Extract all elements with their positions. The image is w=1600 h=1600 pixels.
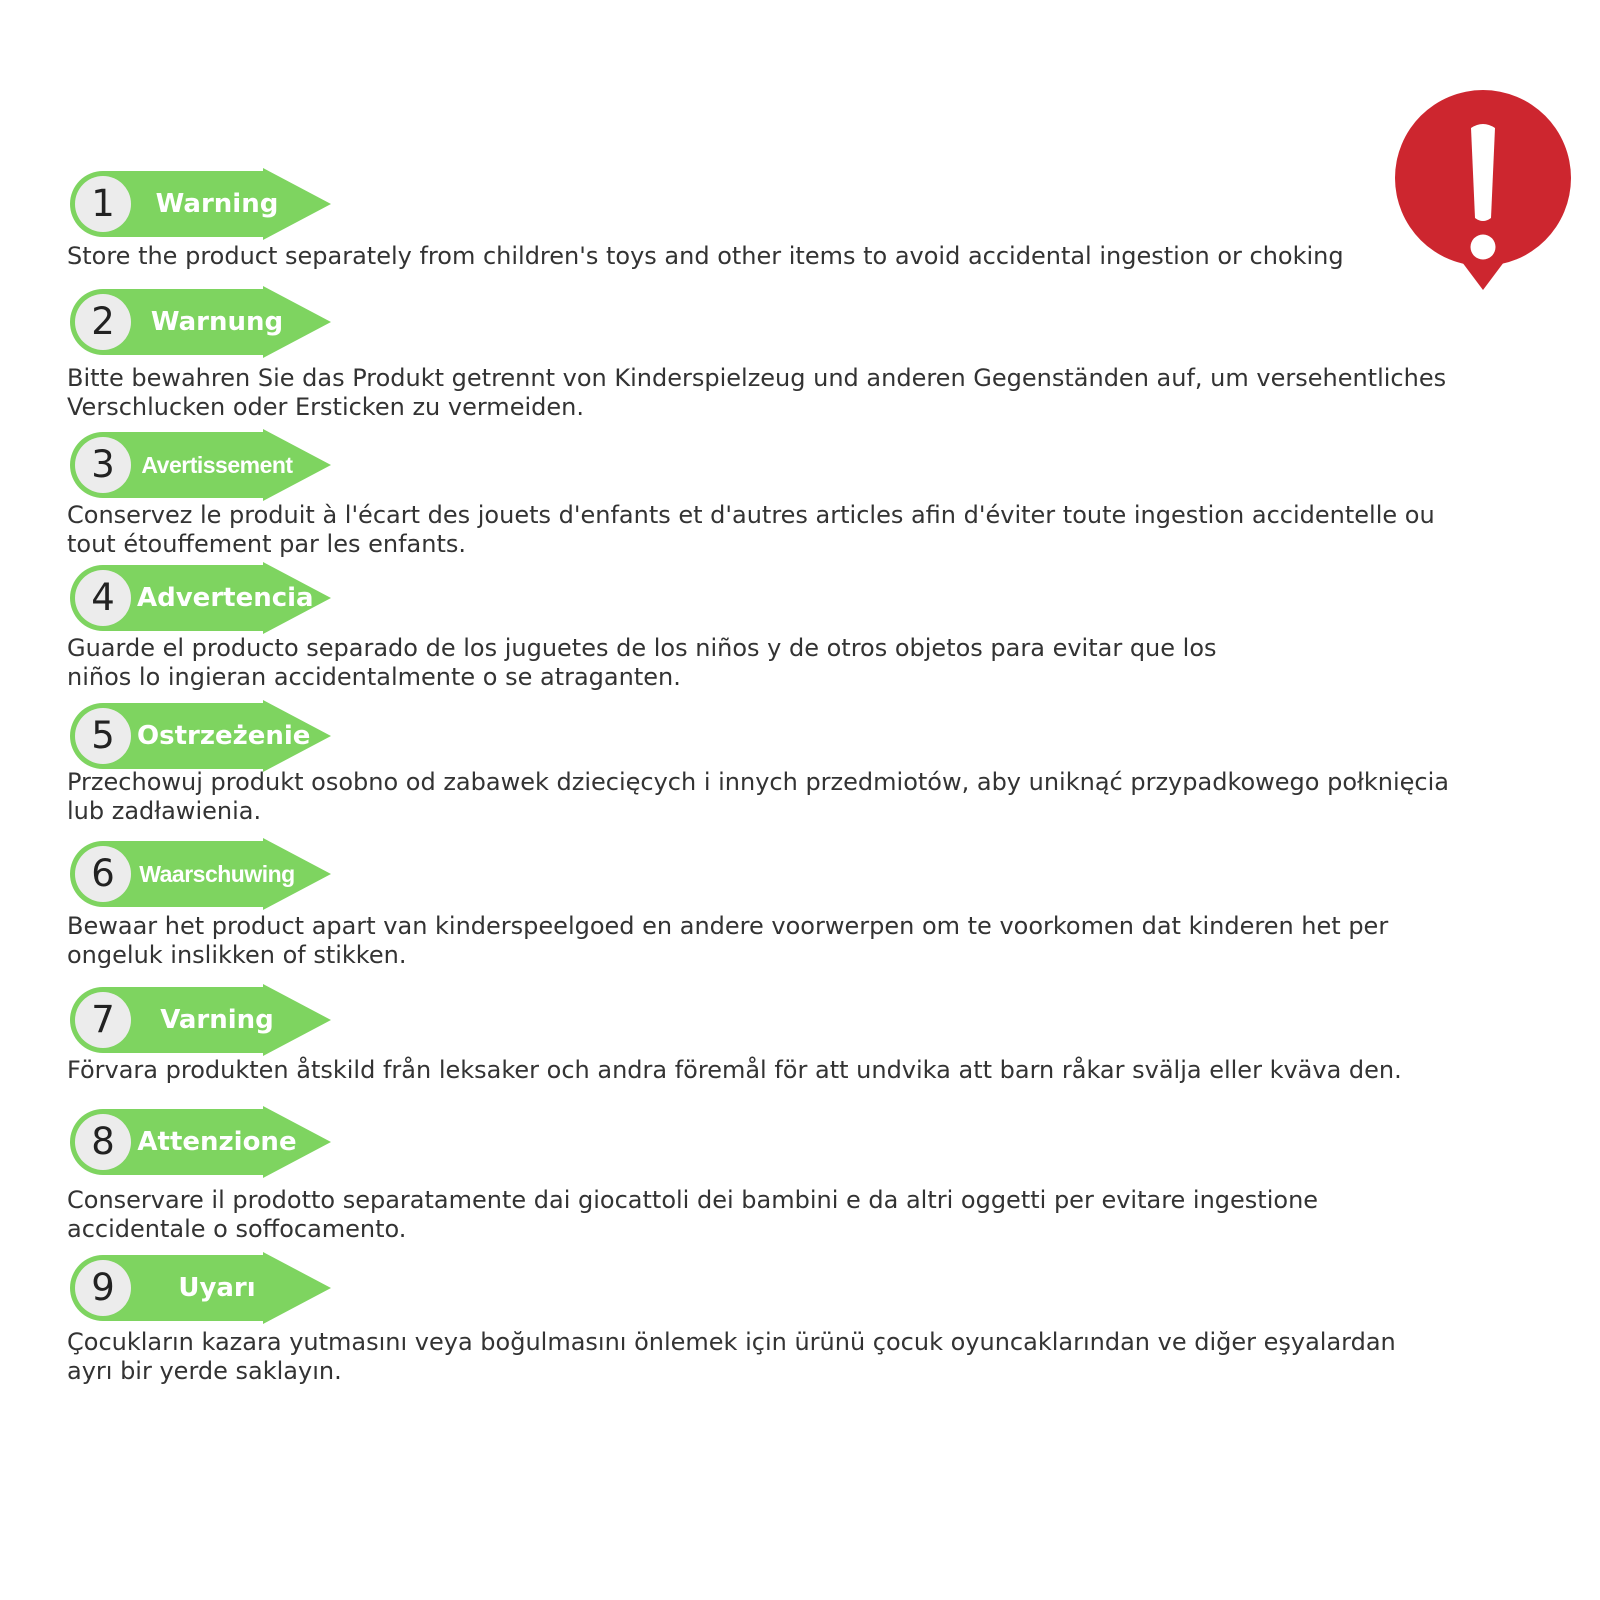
warning-number: 3: [91, 443, 115, 486]
warning-number: 5: [91, 714, 115, 757]
warning-text: Bewaar het product apart van kinderspeelgoed en andere voorwerpen om te voorkomen dat kinderen het per ongeluk inslikken of stikken.: [67, 912, 1389, 969]
warning-label: Varning: [160, 1005, 274, 1035]
warning-badge: [67, 168, 331, 240]
warning-number: 1: [91, 182, 115, 225]
warning-badge: [67, 838, 331, 910]
warning-badge: [67, 429, 331, 501]
warning-label: Ostrzeżenie: [137, 721, 311, 751]
warning-item: [67, 286, 1527, 422]
warning-label: Warning: [155, 189, 279, 219]
warning-item: [67, 562, 1527, 692]
warning-label: Warnung: [150, 307, 284, 337]
warning-badge: [67, 700, 331, 772]
warning-number: 4: [91, 576, 115, 619]
warning-label: Avertissement: [141, 452, 293, 478]
warning-badge: [67, 562, 331, 634]
warning-item: [67, 700, 1527, 826]
warning-text: Çocukların kazara yutmasını veya boğulmasını önlemek için ürünü çocuk oyuncaklarından ve diğer eşyalardan ayrı bir yerde saklayın.: [67, 1328, 1396, 1385]
warning-text: Bitte bewahren Sie das Produkt getrennt von Kinderspielzeug und anderen Gegenständen auf, um versehentliches Verschlucken oder Ersticken zu vermeiden.: [67, 364, 1447, 421]
warning-number: 6: [91, 852, 115, 895]
warning-text: Guarde el producto separado de los juguetes de los niños y de otros objetos para evitar que los niños lo ingieran accidentalmente o se atraganten.: [67, 634, 1217, 691]
warning-item: [67, 838, 1527, 970]
warning-badge: [67, 286, 331, 358]
warning-label: Waarschuwing: [139, 861, 295, 887]
warning-text: Store the product separately from children's toys and other items to avoid accidental ingestion or choking: [67, 242, 1344, 270]
warning-text: Förvara produkten åtskild från leksaker och andra föremål för att undvika att barn råkar svälja eller kväva den.: [67, 1056, 1402, 1084]
warning-label: Attenzione: [137, 1127, 297, 1157]
warning-badge: [67, 984, 331, 1056]
warning-item: [67, 429, 1527, 559]
warning-number: 7: [91, 998, 115, 1041]
warning-number: 9: [91, 1266, 115, 1309]
warning-item: [67, 1106, 1527, 1244]
warning-number: 8: [91, 1120, 115, 1163]
warning-text: Conservez le produit à l'écart des jouets d'enfants et d'autres articles afin d'éviter toute ingestion accidentelle ou tout étouffement par les enfants.: [67, 501, 1435, 558]
warning-text: Conservare il prodotto separatamente dai giocattoli dei bambini e da altri oggetti per evitare ingestione accidentale o soffocamento.: [67, 1186, 1319, 1243]
warning-label: Advertencia: [137, 583, 314, 613]
warning-label: Uyarı: [178, 1273, 256, 1303]
warning-item: [67, 984, 1527, 1085]
warning-number: 2: [91, 300, 115, 343]
warning-text: Przechowuj produkt osobno od zabawek dziecięcych i innych przedmiotów, aby uniknąć przypadkowego połknięcia lub zadławienia.: [67, 768, 1449, 825]
warning-badge: [67, 1252, 331, 1324]
warning-item: [67, 1252, 1527, 1386]
warning-badge: [67, 1106, 331, 1178]
warning-item: [67, 168, 1527, 271]
